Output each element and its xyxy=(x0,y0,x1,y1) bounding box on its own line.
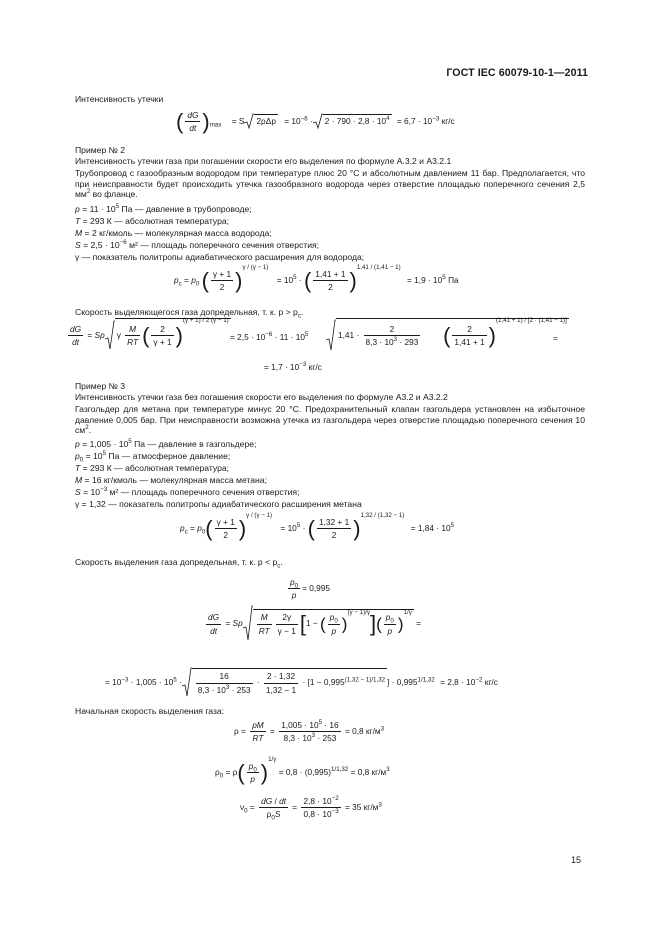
example-3-title: Пример № 3 xyxy=(75,381,125,391)
ex2-speed-line: Скорость выделяющегося газа допредельная, т. к. $p > p_c$. xyxy=(75,307,304,320)
example-3-subtitle: Интенсивность утечки газа без погашения скорости его выделения по формуле А3.2 и А3.2.2 xyxy=(75,392,448,402)
formula-3-sqrt: 1,41 · $\frac{2}{8,3 \cdot 10^3 \cdot 293}$ ( $\frac{2}{1,41 + 1}$ )$^{(1,41 + 1) / [2 \cdot (1,41 - 1)]}$ xyxy=(326,318,569,352)
ex2-var-p: $p = 11 \cdot 10^5$ Па — давление в трубопроводе; xyxy=(75,203,252,214)
formula-5-dgdt: $\frac{dG}{dt}$ = Sp $\frac{M}{RT}$ $\frac{2\gamma}{\gamma - 1}$ [1 − ( $\frac{p_0}{p}$ )$^{(\gamma - 1)/\gamma}$]( $\frac{p_0}{p}$ )$^{1/\gamma}$ = xyxy=(204,606,421,642)
formula-3-result: = $1,7 \cdot 10^{-3}$ кг/с xyxy=(264,361,322,372)
ex3-var-gamma: γ = 1,32 — показатель политропы адиабатического расширения метана xyxy=(75,499,362,509)
example-2-title: Пример № 2 xyxy=(75,145,125,155)
formula-1: ( $\frac{dG}{dt}$ )$_{max} = S$ $2\rho\Delta p = 10^{-6} \cdot 2 \cdot 790 \cdot 2,8 \cdot 10^4 = 6,7 \cdot 10^{-3}$ кг/с xyxy=(176,108,455,134)
example-3-paragraph: Газгольдер для метана при температуре минус 20 °С. Предохранительный клапан газгольдера установлен на избыточное давление 0,005 бар. При неисправности возможна утечка из газгольдера через отверстие площадью поперечного сечения 10 $см^2$. xyxy=(75,404,585,436)
formula-4-pc: $p_c = p_0$( $\frac{\gamma + 1}{2}$ )$^{\gamma / (\gamma - 1)} = 10^5$ · ( $\frac{1,32 + 1}{2}$ )$^{1,32 / (1,32 - 1)} = 1,84 \cdot 10^5$ xyxy=(180,512,455,541)
ex3-var-M: M = 16 кг/кмоль — молекулярная масса метана; xyxy=(75,475,267,485)
ex2-var-T: T = 293 К — абсолютная температура; xyxy=(75,216,230,226)
ex2-var-gamma: γ — показатель политропы адиабатического расширения для водорода; xyxy=(75,252,365,262)
ex2-var-S: $S = 2,5 \cdot 10^{-6}$ м² — площадь поперечного сечения отверстия; xyxy=(75,239,320,250)
ex2-var-M: M = 2 кг/кмоль — молекулярная масса водорода; xyxy=(75,228,272,238)
document-header: ГОСТ IEC 60079-10-1—2011 xyxy=(446,67,588,79)
formula-2-pc: $p_c = p_0$ ( $\frac{\gamma + 1}{2}$ )$^{\gamma / (\gamma - 1)} = 10^5$ · ( $\frac{1,41 + 1}{2}$ )$^{1,41 / (1,41 - 1)} = 1,9 \cdot 10^5$ Па xyxy=(174,264,459,293)
formula-ratio: $\frac{p_0}{p}$ = 0,995 xyxy=(290,577,330,601)
ex3-var-p: $p = 1,005 \cdot 10^5$ Па — давление в газгольдере; xyxy=(75,438,257,449)
formula-3-mid: = $2,5 \cdot 10^{-6} \cdot 11 \cdot 10^5$ xyxy=(230,331,309,342)
example-2-paragraph: Трубопровод с газообразным водородом при температуре плюс 20 °С и абсолютным давлением 11 бар. Предполагается, что при неисправности будет происходить утечка газообразного водорода через отверстие площадью поперечного сечения 2,5 $мм^2$ во фланце. xyxy=(75,168,585,200)
ex3-var-T: T = 293 К — абсолютная температура; xyxy=(75,463,230,473)
ex3-var-S: $S = 10^{-3}$ м² — площадь поперечного сечения отверстия; xyxy=(75,486,300,497)
ex3-speed-line: Скорость выделения газа допредельная, т. к. $p < p_c$. xyxy=(75,557,283,570)
formula-v0: $\nu_0$ = $\frac{dG / dt}{\rho_0S}$ = $\frac{2,8 \cdot 10^{-2}}{0,8 \cdot 10^{-3}}$ = 35 $кг/м^3$ xyxy=(240,795,382,823)
start-speed-label: Начальная скорость выделения газа: xyxy=(75,706,225,716)
intro-label: Интенсивность утечки xyxy=(75,94,164,104)
formula-rho0: $\rho_0 = \rho$( $\frac{p_0}{p}$ )$^{1/\gamma} = 0,8 \cdot (0,995)^{1/1,32} = 0,8$ $кг/м^3$ xyxy=(215,756,390,785)
formula-3-dgdt: $\frac{dG}{dt}$ = Sp γ $\frac{M}{RT}$ ( $\frac{2}{\gamma + 1}$ )$^{(\gamma + 1) / 2 (\gamma - 1)}$ xyxy=(70,317,229,348)
formula-6-numeric: = $10^{-3} \cdot 1,005 \cdot 10^5$ · $\frac{16}{8,3 \cdot 10^3 \cdot 253}$ · $\frac{2 \cdot 1,32}{1,32 - 1}$ · [$1 - 0,995^{(1,32 - 1)/1,32}$ ] · $0,995^{1/1,32} = 2,8 \cdot 10^{-2}$ кг/с xyxy=(105,668,498,698)
formula-rho: ρ = $\frac{pM}{RT}$ = $\frac{1,005 \cdot 10^5 \cdot 16}{8,3 \cdot 10^3 \cdot 253}$ = 0,8 $кг/м^3$ xyxy=(234,719,385,744)
ex3-var-p0: $p_0 = 10^5$ Па — атмосферное давление; xyxy=(75,450,231,464)
example-2-subtitle: Интенсивность утечки газа при погашении скорости его выделения по формуле А.3.2 и А3.2.1 xyxy=(75,156,452,166)
page-number: 15 xyxy=(570,855,581,865)
formula-3-eq: = xyxy=(553,333,558,343)
